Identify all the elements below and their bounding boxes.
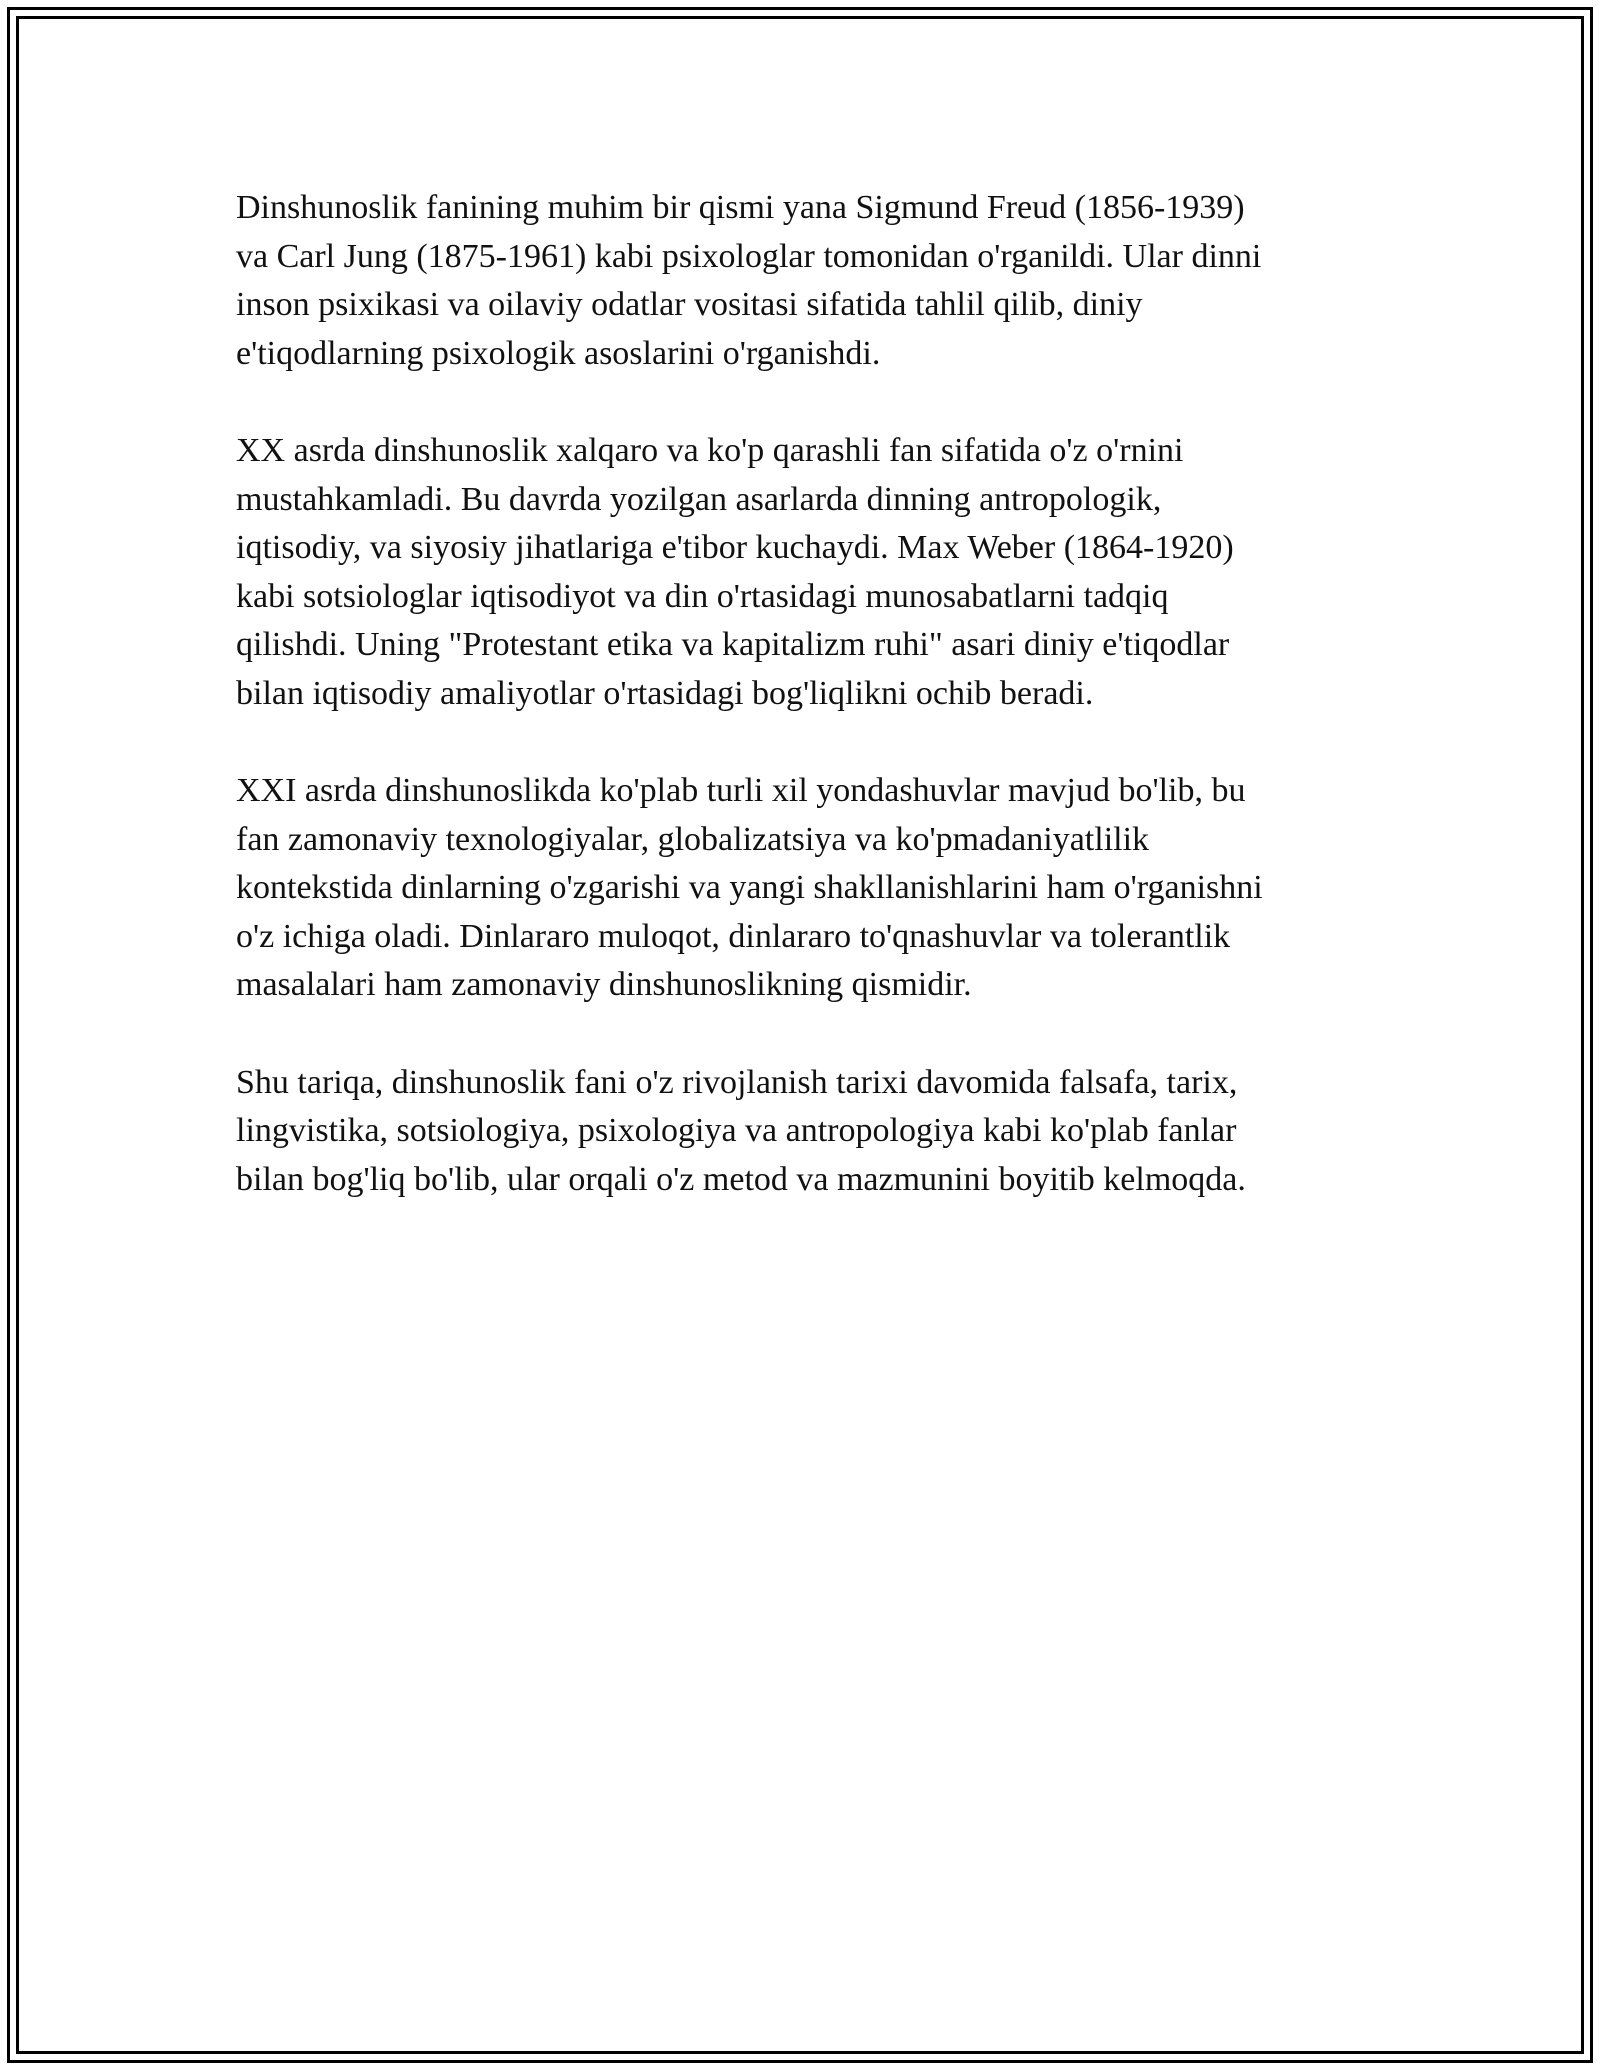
paragraph-psychology: Dinshunoslik fanining muhim bir qismi yana Sigmund Freud (1856-1939) va Carl Jung (1875-1961) kabi psixologlar tomonidan o'rganildi. Ular dinni inson psixikasi va oilaviy odatlar vositasi sifatida tahlil qilib, diniy e'tiqodlarning psixologik asoslarini o'rganishdi. bbox=[236, 189, 1262, 372]
paragraph-20th-century: XX asrda dinshunoslik xalqaro va ko'p qarashli fan sifatida o'z o'rnini mustahkamladi. Bu davrda yozilgan asarlarda dinning antropologik, iqtisodiy, va siyosiy jihatlariga e'tibor kuchaydi. Max Weber (1864-1920) kabi sotsiologlar iqtisodiyot va din o'rtasidagi munosabatlarni tadqiq qilishdi. Uning "Protestant etika va kapitalizm ruhi" asari diniy e'tiqodlar bilan iqtisodiy amaliyotlar o'rtasidagi bog'liqlikni ochib beradi. bbox=[236, 432, 1234, 712]
paragraph-21st-century: XXI asrda dinshunoslikda ko'plab turli xil yondashuvlar mavjud bo'lib, bu fan zamonaviy texnologiyalar, globalizatsiya va ko'pmadaniyatlilik kontekstida dinlarning o'zgarishi va yangi shakllanishlarini ham o'rganishni o'z ichiga oladi. Dinlararo muloqot, dinlararo to'qnashuvlar va tolerantlik masalalari ham zamonaviy dinshunoslikning qismidir. bbox=[236, 772, 1263, 1003]
document-body bbox=[236, 184, 1366, 1253]
paragraph-conclusion: Shu tariqa, dinshunoslik fani o'z rivojlanish tarixi davomida falsafa, tarix, lingvistika, sotsiologiya, psixologiya va antropologiya kabi ko'plab fanlar bilan bog'liq bo'lib, ular orqali o'z metod va mazmunini boyitib kelmoqda. bbox=[236, 1063, 1246, 1198]
